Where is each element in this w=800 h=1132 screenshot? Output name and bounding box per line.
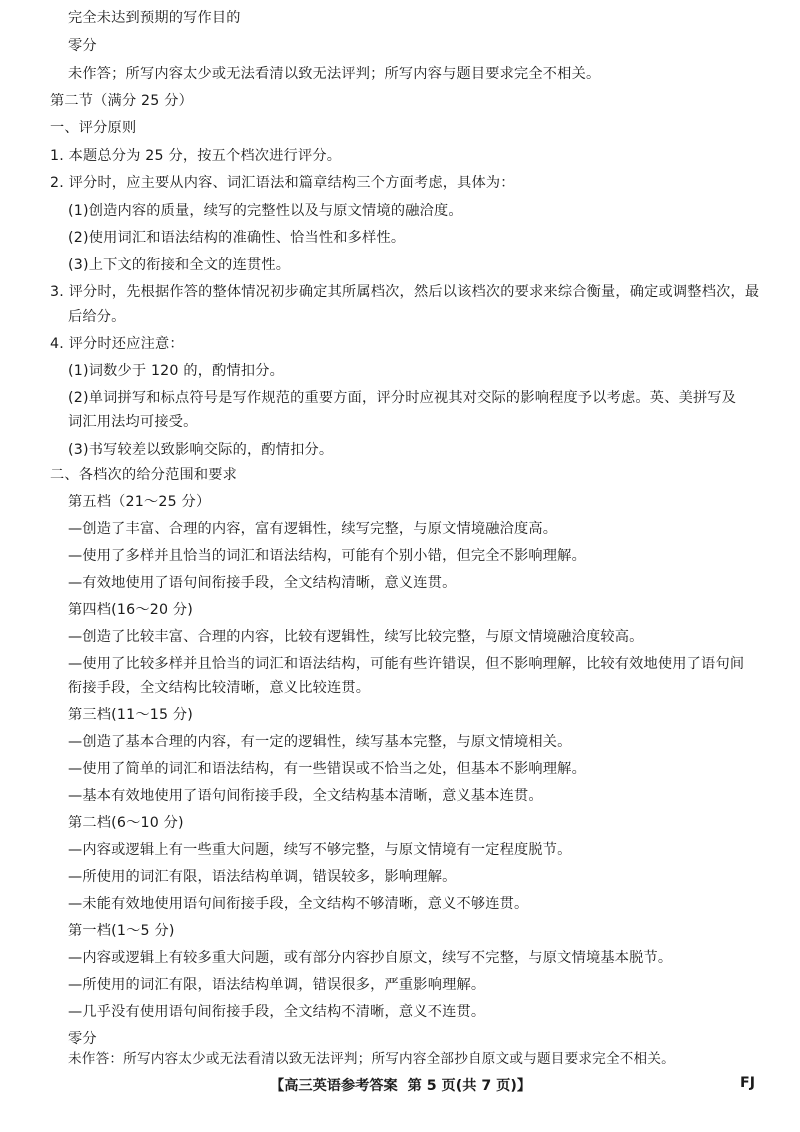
section-heading: 一、评分原则	[50, 120, 137, 136]
text-line: 后给分。	[68, 309, 126, 325]
text-line: 完全未达到预期的写作目的	[68, 10, 241, 26]
text-line: —创造了比较丰富、合理的内容，比较有逻辑性，续写比较完整，与原文情境融洽度较高。	[68, 629, 644, 645]
text-line: (1)创造内容的质量，续写的完整性以及与原文情境的融洽度。	[68, 203, 463, 219]
footer-code: FJ	[740, 1075, 755, 1091]
text-line: 2. 评分时，应主要从内容、词汇语法和篇章结构三个方面考虑，具体为：	[50, 175, 515, 191]
grade-heading: 第五档（21～25 分）	[68, 494, 211, 510]
grade-heading: 第一档(1～5 分)	[68, 923, 175, 939]
page-footer	[0, 1075, 800, 1097]
text-line: 零分	[68, 38, 97, 54]
text-line: (1)词数少于 120 的，酌情扣分。	[68, 363, 285, 379]
text-line: 词汇用法均可接受。	[68, 414, 198, 430]
text-line: —内容或逻辑上有较多重大问题，或有部分内容抄自原文，续写不完整，与原文情境基本脱节。	[68, 950, 673, 966]
text-line: (3)上下文的衔接和全文的连贯性。	[68, 257, 291, 273]
text-line: —使用了简单的词汇和语法结构，有一些错误或不恰当之处，但基本不影响理解。	[68, 761, 586, 777]
text-line: —使用了多样并且恰当的词汇和语法结构，可能有个别小错，但完全不影响理解。	[68, 548, 586, 564]
text-line: 未作答；所写内容太少或无法看清以致无法评判；所写内容与题目要求完全不相关。	[68, 66, 601, 82]
text-line: 1. 本题总分为 25 分，按五个档次进行评分。	[50, 148, 342, 164]
text-line: 4. 评分时还应注意：	[50, 336, 184, 352]
text-line: —未能有效地使用语句间衔接手段，全文结构不够清晰，意义不够连贯。	[68, 896, 529, 912]
footer-title	[270, 1075, 531, 1095]
text-line: —所使用的词汇有限，语法结构单调，错误较多，影响理解。	[68, 869, 457, 885]
text-line: —内容或逻辑上有一些重大问题，续写不够完整，与原文情境有一定程度脱节。	[68, 842, 572, 858]
text-line: 未作答：所写内容太少或无法看清以致无法评判；所写内容全部抄自原文或与题目要求完全不相关。	[68, 1051, 675, 1067]
text-line: —有效地使用了语句间衔接手段，全文结构清晰，意义连贯。	[68, 575, 457, 591]
section-heading: 二、各档次的给分范围和要求	[50, 467, 238, 483]
text-line: —创造了基本合理的内容，有一定的逻辑性，续写基本完整，与原文情境相关。	[68, 734, 572, 750]
footer-page-number: 第 5 页(共 7 页)】	[407, 1078, 532, 1094]
grade-heading: 零分	[68, 1031, 97, 1047]
text-line: (2)使用词汇和语法结构的准确性、恰当性和多样性。	[68, 230, 406, 246]
text-line: —创造了丰富、合理的内容，富有逻辑性，续写完整，与原文情境融洽度高。	[68, 521, 558, 537]
grade-heading: 第二档(6～10 分)	[68, 815, 184, 831]
text-line: —几乎没有使用语句间衔接手段，全文结构不清晰，意义不连贯。	[68, 1004, 486, 1020]
section-heading: 第二节（满分 25 分）	[50, 93, 193, 109]
text-line: (3)书写较差以致影响交际的，酌情扣分。	[68, 442, 334, 458]
text-line: 衔接手段，全文结构比较清晰，意义比较连贯。	[68, 680, 371, 696]
footer-doc-title: 【高三英语参考答案	[270, 1078, 398, 1094]
grade-heading: 第四档(16～20 分)	[68, 602, 194, 618]
text-line: —所使用的词汇有限，语法结构单调，错误很多，严重影响理解。	[68, 977, 486, 993]
grade-heading: 第三档(11～15 分)	[68, 707, 194, 723]
text-line: —基本有效地使用了语句间衔接手段，全文结构基本清晰，意义基本连贯。	[68, 788, 543, 804]
text-line: (2)单词拼写和标点符号是写作规范的重要方面，评分时应视其对交际的影响程度予以考虑。英、美拼写及	[68, 390, 737, 406]
text-line: 3. 评分时，先根据作答的整体情况初步确定其所属档次，然后以该档次的要求来综合衡量，确定或调整档次，最	[50, 284, 760, 300]
text-line: —使用了比较多样并且恰当的词汇和语法结构，可能有些许错误，但不影响理解，比较有效地使用了语句间	[68, 656, 745, 672]
